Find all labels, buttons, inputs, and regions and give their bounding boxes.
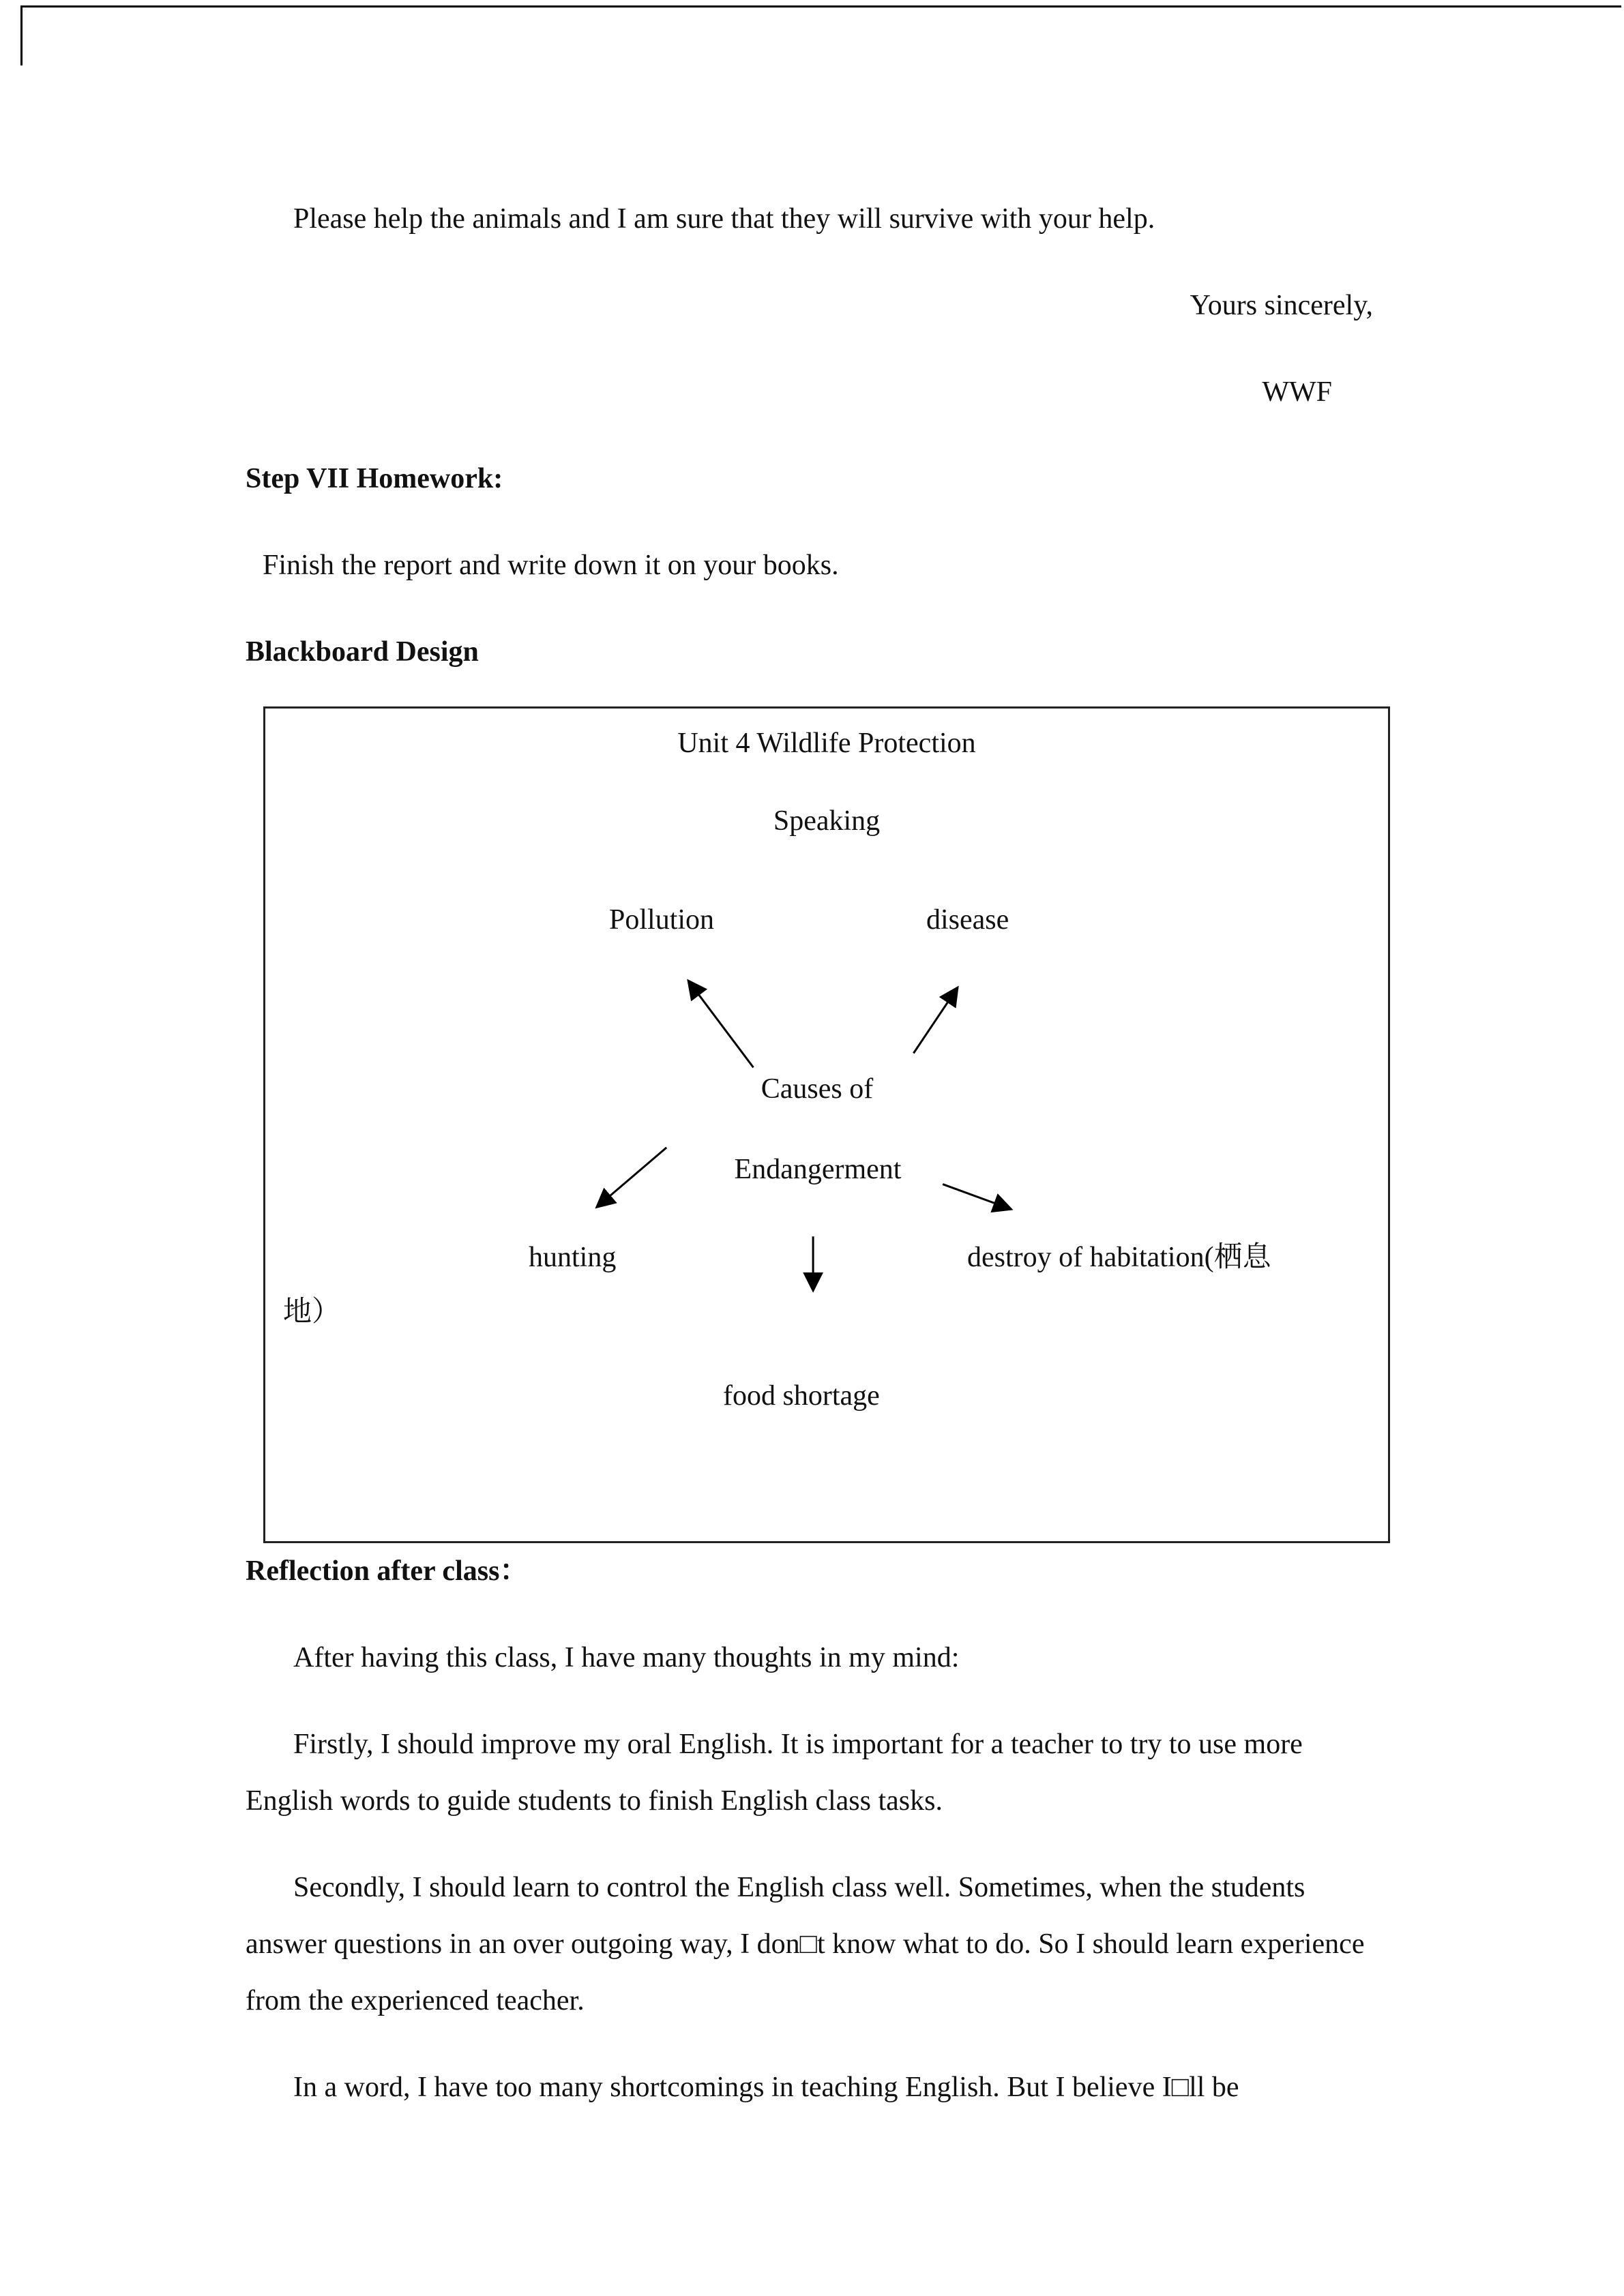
diagram-title: Unit 4 Wildlife Protection [677, 728, 976, 759]
label-causes-of: Causes of [761, 1073, 874, 1105]
diagram-subtitle: Speaking [773, 805, 881, 837]
page-left-border [20, 5, 23, 65]
label-food-shortage: food shortage [723, 1380, 880, 1412]
arrow-to-pollution-icon [688, 981, 754, 1067]
label-destroy-habitation: destroy of habitation(栖息 [967, 1242, 1271, 1273]
label-hunting: hunting [529, 1242, 617, 1273]
heading-homework: Step VII Homework: [246, 463, 503, 494]
heading-reflection: Reflection after class： [246, 1555, 529, 1587]
reflection-paragraph-1: Firstly, I should improve my oral English. It is important for a teacher to try to use more English words to guide students to finish English class tasks. [246, 1729, 1303, 1817]
signature-wwf: WWF [1262, 376, 1332, 408]
label-endangerment: Endangerment [734, 1154, 902, 1185]
closing-line: Please help the animals and I am sure that they will survive with your help. [293, 203, 1155, 235]
blackboard-diagram [263, 706, 1390, 1543]
arrow-to-hunting-icon [597, 1148, 666, 1208]
label-disease: disease [926, 904, 1009, 936]
arrow-to-disease-icon [913, 987, 958, 1054]
heading-blackboard-design: Blackboard Design [246, 636, 479, 668]
page-top-border [20, 5, 1621, 8]
reflection-paragraph-2: Secondly, I should learn to control the English class well. Sometimes, when the students answer questions in an over outgoing way, I don□t know what to do. So I should learn experience from the experienced teacher. [246, 1872, 1365, 2016]
label-habitation-wrap: 地） [283, 1296, 341, 1328]
reflection-paragraph-3: In a word, I have too many shortcomings in teaching English. But I believe I□ll be [293, 2072, 1239, 2103]
document-content [246, 191, 1373, 2146]
reflection-intro: After having this class, I have many thoughts in my mind: [293, 1642, 960, 1673]
label-pollution: Pollution [609, 904, 715, 936]
arrow-to-habitation-icon [943, 1184, 1012, 1210]
signoff-line: Yours sincerely, [1190, 290, 1373, 321]
homework-text: Finish the report and write down it on your books. [263, 550, 839, 581]
